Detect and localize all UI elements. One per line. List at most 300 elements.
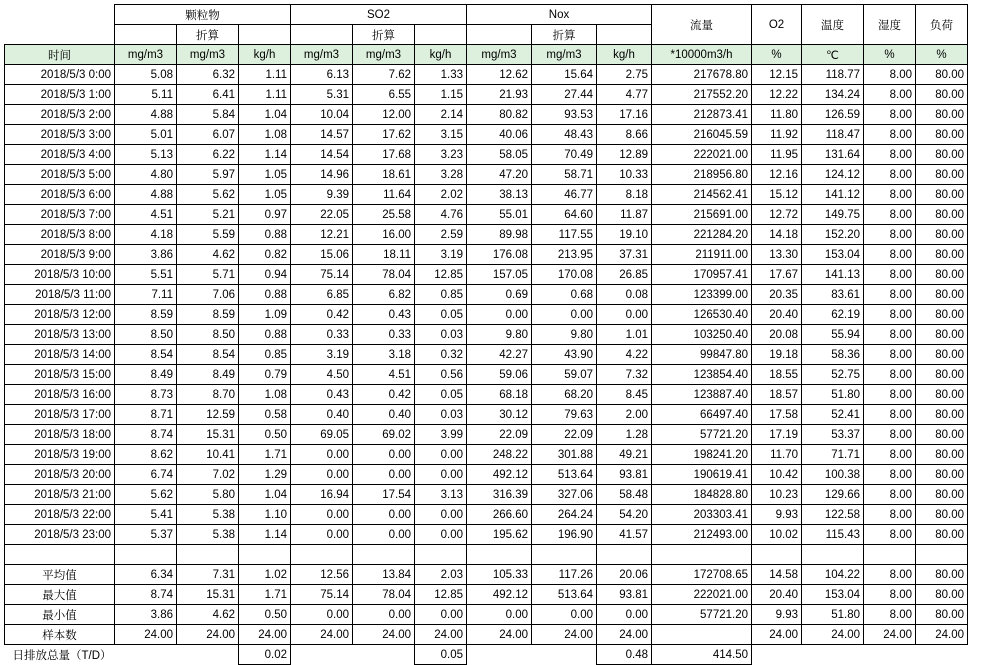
table-cell: 80.00	[916, 125, 968, 145]
table-cell: 5.51	[115, 265, 177, 285]
table-cell: 5.37	[115, 525, 177, 545]
table-cell: 15.64	[532, 65, 597, 85]
table-cell: 0.43	[291, 385, 353, 405]
table-cell: 9.93	[752, 505, 802, 525]
table-cell: 184828.80	[652, 485, 752, 505]
table-cell: 7.62	[353, 65, 415, 85]
table-cell: 198241.20	[652, 445, 752, 465]
spacer-cell	[353, 545, 415, 565]
table-cell: 8.00	[864, 65, 916, 85]
summary-cell: 24.00	[532, 625, 597, 645]
summary-cell: 0.00	[415, 605, 467, 625]
summary-cell: 80.00	[916, 605, 968, 625]
table-cell: 19.18	[752, 345, 802, 365]
table-cell: 3.18	[353, 345, 415, 365]
table-cell: 0.56	[415, 365, 467, 385]
table-cell: 10.02	[752, 525, 802, 545]
table-row	[5, 365, 968, 385]
table-cell: 4.50	[291, 365, 353, 385]
table-cell: 1.10	[239, 505, 291, 525]
table-cell: 80.00	[916, 165, 968, 185]
table-cell: 8.66	[597, 125, 652, 145]
table-cell: 0.97	[239, 205, 291, 225]
table-cell: 8.00	[864, 85, 916, 105]
table-cell: 12.89	[597, 145, 652, 165]
row-time-label: 2018/5/3 20:00	[5, 465, 115, 485]
table-cell: 12.22	[752, 85, 802, 105]
table-cell: 80.00	[916, 205, 968, 225]
table-cell: 5.84	[177, 105, 239, 125]
group-header-so2: SO2	[291, 5, 467, 25]
table-cell: 124.12	[802, 165, 864, 185]
table-cell: 0.00	[532, 305, 597, 325]
table-cell: 58.48	[597, 485, 652, 505]
table-cell: 8.00	[864, 425, 916, 445]
table-cell: 115.43	[802, 525, 864, 545]
table-row	[5, 185, 968, 205]
table-cell: 0.88	[239, 285, 291, 305]
table-cell: 8.18	[597, 185, 652, 205]
summary-cell: 80.00	[916, 585, 968, 605]
table-cell: 2.14	[415, 105, 467, 125]
table-cell: 0.43	[353, 305, 415, 325]
table-cell: 12.62	[467, 65, 532, 85]
table-cell: 134.24	[802, 85, 864, 105]
table-cell: 3.19	[291, 345, 353, 365]
table-cell: 4.77	[597, 85, 652, 105]
table-cell: 4.22	[597, 345, 652, 365]
summary-cell: 24.00	[415, 625, 467, 645]
table-cell: 152.20	[802, 225, 864, 245]
table-cell: 0.85	[415, 285, 467, 305]
table-cell: 58.36	[802, 345, 864, 365]
table-cell: 14.57	[291, 125, 353, 145]
table-cell: 80.00	[916, 245, 968, 265]
table-cell: 8.00	[864, 305, 916, 325]
sub-header-so2: 折算	[353, 25, 415, 45]
table-cell: 0.33	[291, 325, 353, 345]
table-cell: 0.33	[353, 325, 415, 345]
table-cell: 126.59	[802, 105, 864, 125]
row-time-label: 2018/5/3 7:00	[5, 205, 115, 225]
table-cell: 1.29	[239, 465, 291, 485]
unit-nox-2: mg/m3	[532, 45, 597, 65]
table-cell: 1.11	[239, 85, 291, 105]
table-cell: 3.23	[415, 145, 467, 165]
table-cell: 8.00	[864, 325, 916, 345]
table-cell: 2.00	[597, 405, 652, 425]
table-cell: 22.09	[467, 425, 532, 445]
table-cell: 0.00	[467, 305, 532, 325]
table-cell: 8.73	[115, 385, 177, 405]
table-cell: 327.06	[532, 485, 597, 505]
table-cell: 8.00	[864, 365, 916, 385]
table-cell: 0.42	[291, 305, 353, 325]
unit-so2-1: mg/m3	[291, 45, 353, 65]
table-cell: 17.19	[752, 425, 802, 445]
summary-row	[5, 565, 968, 585]
table-cell: 1.15	[415, 85, 467, 105]
table-cell: 80.00	[916, 365, 968, 385]
table-cell: 316.39	[467, 485, 532, 505]
table-cell: 20.08	[752, 325, 802, 345]
row-time-label: 2018/5/3 2:00	[5, 105, 115, 125]
summary-cell: 14.58	[752, 565, 802, 585]
table-cell: 212873.41	[652, 105, 752, 125]
table-cell: 19.10	[597, 225, 652, 245]
table-cell: 8.00	[864, 185, 916, 205]
table-row	[5, 325, 968, 345]
row-time-label: 2018/5/3 10:00	[5, 265, 115, 285]
sub-blank-so2-1	[291, 25, 353, 45]
table-cell: 5.62	[177, 185, 239, 205]
table-row	[5, 425, 968, 445]
summary-label: 最小值	[5, 605, 115, 625]
table-cell: 5.71	[177, 265, 239, 285]
table-cell: 4.51	[353, 365, 415, 385]
table-cell: 5.97	[177, 165, 239, 185]
summary-cell: 104.22	[802, 565, 864, 585]
table-cell: 69.05	[291, 425, 353, 445]
spacer-cell	[864, 545, 916, 565]
table-cell: 20.35	[752, 285, 802, 305]
table-cell: 123887.40	[652, 385, 752, 405]
summary-cell: 24.00	[177, 625, 239, 645]
table-cell: 15.06	[291, 245, 353, 265]
table-cell: 8.59	[177, 305, 239, 325]
table-cell: 21.93	[467, 85, 532, 105]
table-cell: 51.80	[802, 385, 864, 405]
summary-cell: 78.04	[353, 585, 415, 605]
table-cell: 2.75	[597, 65, 652, 85]
table-cell: 12.21	[291, 225, 353, 245]
summary-cell: 6.34	[115, 565, 177, 585]
table-cell: 6.22	[177, 145, 239, 165]
table-cell: 22.05	[291, 205, 353, 225]
table-row	[5, 205, 968, 225]
table-cell: 195.62	[467, 525, 532, 545]
summary-cell: 12.56	[291, 565, 353, 585]
table-cell: 141.12	[802, 185, 864, 205]
total-cell	[752, 645, 802, 665]
table-cell: 100.38	[802, 465, 864, 485]
table-cell: 9.80	[532, 325, 597, 345]
table-cell: 55.94	[802, 325, 864, 345]
table-cell: 8.54	[177, 345, 239, 365]
table-cell: 43.90	[532, 345, 597, 365]
header-time: 时间	[5, 45, 115, 65]
table-cell: 13.30	[752, 245, 802, 265]
table-cell: 8.00	[864, 265, 916, 285]
unit-temperature: ℃	[802, 45, 864, 65]
total-cell: 414.50	[652, 645, 752, 665]
table-cell: 59.06	[467, 365, 532, 385]
summary-cell: 12.85	[415, 585, 467, 605]
spacer-cell	[467, 545, 532, 565]
table-row	[5, 285, 968, 305]
row-time-label: 2018/5/3 19:00	[5, 445, 115, 465]
table-row	[5, 245, 968, 265]
table-cell: 117.55	[532, 225, 597, 245]
table-cell: 54.20	[597, 505, 652, 525]
summary-cell: 51.80	[802, 605, 864, 625]
table-cell: 16.94	[291, 485, 353, 505]
table-cell: 25.58	[353, 205, 415, 225]
total-cell	[532, 645, 597, 665]
summary-cell: 93.81	[597, 585, 652, 605]
table-cell: 5.38	[177, 525, 239, 545]
table-cell: 0.40	[353, 405, 415, 425]
table-row	[5, 465, 968, 485]
table-cell: 5.80	[177, 485, 239, 505]
table-cell: 212493.00	[652, 525, 752, 545]
row-time-label: 2018/5/3 8:00	[5, 225, 115, 245]
table-cell: 5.21	[177, 205, 239, 225]
unit-nox-1: mg/m3	[467, 45, 532, 65]
row-time-label: 2018/5/3 12:00	[5, 305, 115, 325]
summary-cell: 222021.00	[652, 585, 752, 605]
row-time-label: 2018/5/3 0:00	[5, 65, 115, 85]
table-cell: 18.55	[752, 365, 802, 385]
table-cell: 11.87	[597, 205, 652, 225]
summary-cell: 24.00	[467, 625, 532, 645]
table-cell: 217678.80	[652, 65, 752, 85]
table-cell: 4.80	[115, 165, 177, 185]
table-cell: 126530.40	[652, 305, 752, 325]
table-cell: 57721.20	[652, 425, 752, 445]
summary-cell: 24.00	[353, 625, 415, 645]
table-cell: 1.08	[239, 125, 291, 145]
table-cell: 1.71	[239, 445, 291, 465]
table-cell: 4.51	[115, 205, 177, 225]
table-cell: 80.82	[467, 105, 532, 125]
table-cell: 8.54	[115, 345, 177, 365]
table-cell: 20.40	[752, 305, 802, 325]
table-row	[5, 85, 968, 105]
row-time-label: 2018/5/3 21:00	[5, 485, 115, 505]
summary-cell: 1.71	[239, 585, 291, 605]
spacer-cell	[752, 545, 802, 565]
table-row	[5, 525, 968, 545]
table-cell: 6.41	[177, 85, 239, 105]
table-cell: 11.95	[752, 145, 802, 165]
table-row	[5, 305, 968, 325]
table-cell: 48.43	[532, 125, 597, 145]
table-cell: 99847.80	[652, 345, 752, 365]
spacer-cell	[532, 545, 597, 565]
summary-label: 平均值	[5, 565, 115, 585]
table-cell: 55.01	[467, 205, 532, 225]
table-cell: 8.00	[864, 505, 916, 525]
table-cell: 0.88	[239, 325, 291, 345]
table-cell: 153.04	[802, 245, 864, 265]
unit-pm-2: mg/m3	[177, 45, 239, 65]
table-cell: 10.42	[752, 465, 802, 485]
table-cell: 8.45	[597, 385, 652, 405]
total-cell: 0.05	[415, 645, 467, 665]
table-cell: 196.90	[532, 525, 597, 545]
table-cell: 170957.41	[652, 265, 752, 285]
table-cell: 6.85	[291, 285, 353, 305]
table-cell: 1.05	[239, 185, 291, 205]
table-cell: 7.02	[177, 465, 239, 485]
table-cell: 0.05	[415, 385, 467, 405]
table-cell: 0.00	[415, 445, 467, 465]
unit-o2: %	[752, 45, 802, 65]
summary-cell: 0.00	[467, 605, 532, 625]
table-cell: 1.33	[415, 65, 467, 85]
summary-cell: 80.00	[916, 565, 968, 585]
table-cell: 1.04	[239, 485, 291, 505]
table-cell: 17.62	[353, 125, 415, 145]
summary-cell: 0.00	[532, 605, 597, 625]
table-cell: 3.86	[115, 245, 177, 265]
table-cell: 80.00	[916, 345, 968, 365]
table-cell: 9.39	[291, 185, 353, 205]
table-cell: 80.00	[916, 225, 968, 245]
table-cell: 41.57	[597, 525, 652, 545]
table-cell: 10.23	[752, 485, 802, 505]
table-cell: 52.75	[802, 365, 864, 385]
summary-cell: 75.14	[291, 585, 353, 605]
sub-blank-pm-3	[239, 25, 291, 45]
table-cell: 14.18	[752, 225, 802, 245]
table-row	[5, 65, 968, 85]
table-cell: 42.27	[467, 345, 532, 365]
table-cell: 30.12	[467, 405, 532, 425]
unit-humidity: %	[864, 45, 916, 65]
summary-cell: 513.64	[532, 585, 597, 605]
table-cell: 59.07	[532, 365, 597, 385]
table-cell: 66497.40	[652, 405, 752, 425]
table-cell: 12.85	[415, 265, 467, 285]
table-cell: 4.88	[115, 105, 177, 125]
table-cell: 0.00	[353, 445, 415, 465]
group-header-load: 负荷	[916, 5, 968, 45]
table-cell: 83.61	[802, 285, 864, 305]
spacer-cell	[177, 545, 239, 565]
table-cell: 8.00	[864, 205, 916, 225]
table-row	[5, 345, 968, 365]
row-time-label: 2018/5/3 22:00	[5, 505, 115, 525]
table-cell: 93.81	[597, 465, 652, 485]
group-header-pm: 颗粒物	[115, 5, 291, 25]
row-time-label: 2018/5/3 16:00	[5, 385, 115, 405]
table-cell: 80.00	[916, 385, 968, 405]
table-cell: 8.00	[864, 125, 916, 145]
table-cell: 0.50	[239, 425, 291, 445]
total-cell	[916, 645, 968, 665]
row-time-label: 2018/5/3 15:00	[5, 365, 115, 385]
table-cell: 1.14	[239, 525, 291, 545]
table-cell: 62.19	[802, 305, 864, 325]
sub-blank-pm-1	[115, 25, 177, 45]
table-cell: 80.00	[916, 105, 968, 125]
summary-row	[5, 585, 968, 605]
table-cell: 211911.00	[652, 245, 752, 265]
summary-row	[5, 625, 968, 645]
table-cell: 216045.59	[652, 125, 752, 145]
summary-cell: 13.84	[353, 565, 415, 585]
table-cell: 7.32	[597, 365, 652, 385]
table-cell: 80.00	[916, 445, 968, 465]
table-cell: 10.41	[177, 445, 239, 465]
table-cell: 70.49	[532, 145, 597, 165]
table-cell: 0.88	[239, 225, 291, 245]
table-cell: 46.77	[532, 185, 597, 205]
row-time-label: 2018/5/3 6:00	[5, 185, 115, 205]
table-cell: 93.53	[532, 105, 597, 125]
total-cell	[291, 645, 353, 665]
table-cell: 1.01	[597, 325, 652, 345]
summary-cell: 20.06	[597, 565, 652, 585]
table-cell: 58.71	[532, 165, 597, 185]
table-cell: 7.11	[115, 285, 177, 305]
table-cell: 68.18	[467, 385, 532, 405]
table-cell: 0.03	[415, 405, 467, 425]
table-cell: 6.32	[177, 65, 239, 85]
table-cell: 0.00	[291, 505, 353, 525]
table-cell: 0.08	[597, 285, 652, 305]
table-cell: 52.41	[802, 405, 864, 425]
table-cell: 5.13	[115, 145, 177, 165]
table-cell: 69.02	[353, 425, 415, 445]
header-corner-sub	[5, 25, 115, 45]
total-label: 日排放总量（T/D）	[12, 649, 112, 662]
table-cell: 11.92	[752, 125, 802, 145]
summary-cell: 8.00	[864, 585, 916, 605]
sub-blank-nox-1	[467, 25, 532, 45]
row-time-label: 2018/5/3 18:00	[5, 425, 115, 445]
table-cell: 12.72	[752, 205, 802, 225]
table-cell: 17.58	[752, 405, 802, 425]
table-cell: 203303.41	[652, 505, 752, 525]
table-cell: 6.74	[115, 465, 177, 485]
group-header-temperature: 温度	[802, 5, 864, 45]
table-cell: 266.60	[467, 505, 532, 525]
table-cell: 214562.41	[652, 185, 752, 205]
table-cell: 8.00	[864, 145, 916, 165]
table-cell: 1.14	[239, 145, 291, 165]
table-cell: 301.88	[532, 445, 597, 465]
table-cell: 27.44	[532, 85, 597, 105]
table-cell: 123854.40	[652, 365, 752, 385]
table-cell: 129.66	[802, 485, 864, 505]
spacer-cell	[652, 545, 752, 565]
table-cell: 0.42	[353, 385, 415, 405]
table-cell: 12.15	[752, 65, 802, 85]
table-cell: 17.16	[597, 105, 652, 125]
summary-cell: 24.00	[597, 625, 652, 645]
table-cell: 176.08	[467, 245, 532, 265]
table-cell: 8.70	[177, 385, 239, 405]
table-cell: 3.99	[415, 425, 467, 445]
table-cell: 1.28	[597, 425, 652, 445]
summary-cell: 0.50	[239, 605, 291, 625]
table-cell: 118.47	[802, 125, 864, 145]
total-cell	[115, 645, 177, 665]
table-cell: 0.00	[415, 525, 467, 545]
table-cell: 80.00	[916, 305, 968, 325]
table-cell: 157.05	[467, 265, 532, 285]
summary-cell: 0.00	[353, 605, 415, 625]
table-cell: 80.00	[916, 285, 968, 305]
table-cell: 78.04	[353, 265, 415, 285]
summary-cell: 3.86	[115, 605, 177, 625]
table-cell: 10.04	[291, 105, 353, 125]
table-cell: 0.00	[291, 445, 353, 465]
table-cell: 248.22	[467, 445, 532, 465]
